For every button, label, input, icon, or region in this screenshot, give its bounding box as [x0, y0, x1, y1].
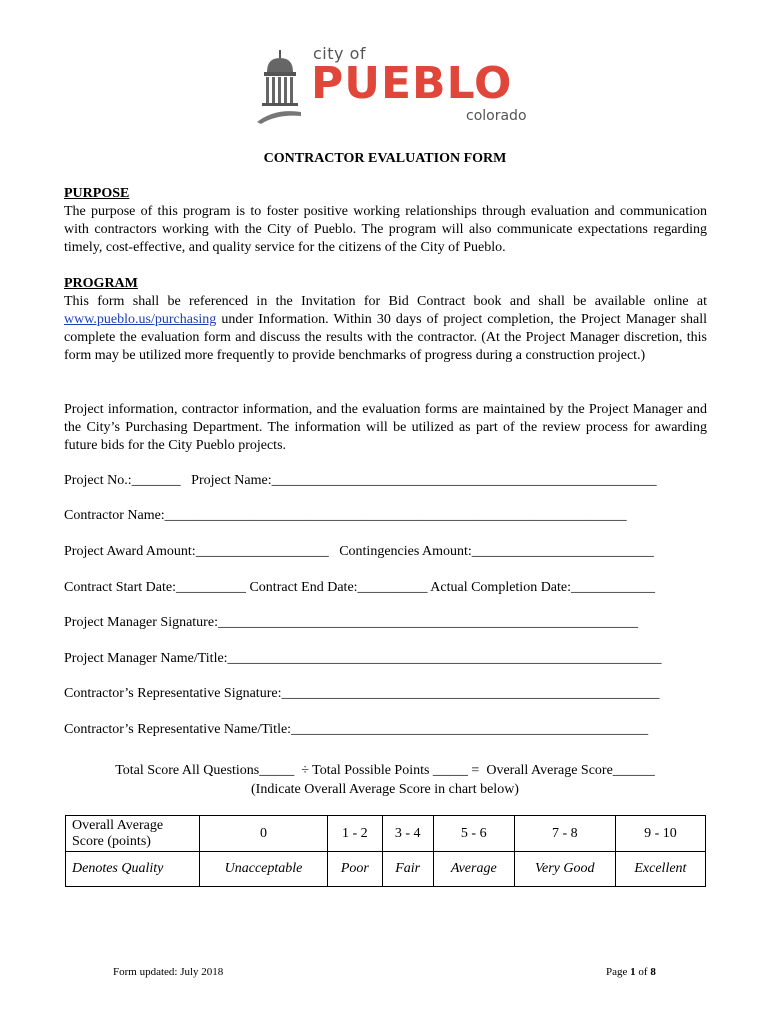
logo-pueblo: PUEBLO — [311, 58, 513, 109]
page-label: Page — [606, 966, 631, 978]
form-title: CONTRACTOR EVALUATION FORM — [263, 151, 507, 166]
score-table — [65, 815, 706, 887]
pm-signature-field[interactable]: Project Manager Signature:____________________________________________________________ — [64, 615, 638, 630]
rep-signature-field[interactable]: Contractor’s Representative Signature:______________________________________________________ — [64, 686, 660, 701]
score-range-cell: 5 - 6 — [433, 816, 514, 852]
rep-name-title-field[interactable]: Contractor’s Representative Name/Title:___________________________________________________ — [64, 722, 649, 737]
page-total: 8 — [650, 966, 656, 978]
purpose-heading: PURPOSE — [64, 186, 130, 201]
score-range-cell: 7 - 8 — [514, 816, 615, 852]
quality-cell: Poor — [328, 852, 383, 887]
score-formula[interactable]: Total Score All Questions_____ ÷ Total Possible Points _____ = Overall Average Score______ — [115, 763, 655, 778]
city-logo — [255, 44, 545, 130]
page-number — [606, 966, 656, 978]
score-range-cell: 1 - 2 — [328, 816, 383, 852]
quality-row — [66, 852, 706, 887]
score-row-header: Overall Average Score (points) — [66, 816, 200, 852]
quality-cell: Fair — [382, 852, 433, 887]
capitol-dome-icon — [255, 50, 307, 124]
quality-cell: Very Good — [514, 852, 615, 887]
page-current: 1 — [630, 966, 636, 978]
score-range-cell: 3 - 4 — [382, 816, 433, 852]
program-section — [64, 275, 707, 365]
form-updated-date: Form updated: July 2018 — [113, 966, 224, 978]
pm-name-title-field[interactable]: Project Manager Name/Title:______________________________________________________________ — [64, 651, 662, 666]
program-heading: PROGRAM — [64, 276, 138, 291]
purpose-text: The purpose of this program is to foster positive working relationships through evaluation and communication with contractors working with the City of Pueblo. The program will also communicate expectations regarding timely, cost-effective, and quality service for the citizens of the City of Pueblo. — [64, 204, 707, 255]
quality-cell: Average — [433, 852, 514, 887]
score-range-cell: 0 — [200, 816, 328, 852]
program-text-start: This form shall be referenced in the Invitation for Bid Contract book and shall be available online at — [64, 294, 707, 309]
contract-dates-field[interactable]: Contract Start Date:__________ Contract End Date:__________ Actual Completion Date:____________ — [64, 580, 656, 595]
contractor-name-field[interactable]: Contractor Name:__________________________________________________________________ — [64, 508, 627, 523]
quality-row-header: Denotes Quality — [66, 852, 200, 887]
page-of: of — [635, 966, 651, 978]
quality-cell: Unacceptable — [200, 852, 328, 887]
award-contingency-field[interactable]: Project Award Amount:___________________ Contingencies Amount:__________________________ — [64, 544, 654, 559]
logo-city-of: city of — [313, 44, 366, 63]
score-note: (Indicate Overall Average Score in chart below) — [251, 782, 519, 797]
score-range-row — [66, 816, 706, 852]
quality-cell: Excellent — [615, 852, 705, 887]
program-text-end: under Information. Within 30 days of project completion, the Project Manager shall complete the evaluation form and discuss the results with the contractor. (At the Project Manager discretion, this form may be utilized more frequently to provide benchmarks of progress during a construction project.) — [64, 312, 707, 363]
score-range-cell: 9 - 10 — [615, 816, 705, 852]
project-no-name-field[interactable]: Project No.:_______ Project Name:_______________________________________________________ — [64, 473, 657, 488]
purpose-section — [64, 185, 707, 257]
program-paragraph-2: Project information, contractor information, and the evaluation forms are maintained by the Project Manager and the City’s Purchasing Department. The information will be utilized as part of the review process for awarding future bids for the City Pueblo projects. — [64, 402, 707, 453]
program-text — [64, 293, 707, 365]
purchasing-link[interactable]: www.pueblo.us/purchasing — [64, 312, 217, 327]
logo-colorado: colorado — [466, 108, 527, 124]
